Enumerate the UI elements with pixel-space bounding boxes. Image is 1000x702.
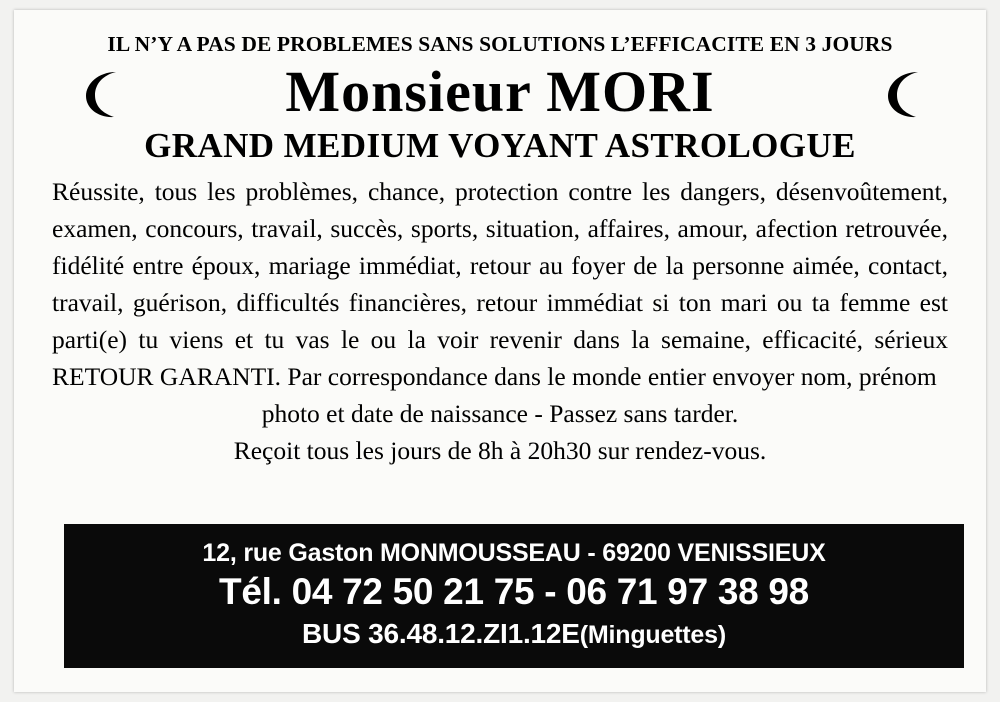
contact-band [64, 524, 964, 668]
crescent-moon-icon [874, 67, 928, 121]
name-row [50, 59, 950, 125]
bus-line [64, 616, 964, 653]
tagline: IL N’Y A PAS DE PROBLEMES SANS SOLUTIONS L’EFFICACITE EN 3 JOURS [107, 32, 893, 56]
body-line-photo: photo et date de naissance - Passez sans tarder. [261, 399, 739, 428]
address-line: 12, rue Gaston MONMOUSSEAU - 69200 VENISSIEUX [202, 539, 826, 567]
phone-line: Tél. 04 72 50 21 75 - 06 71 97 38 98 [219, 571, 809, 612]
crescent-moon-icon [72, 67, 126, 121]
bus-area: (Minguettes) [579, 621, 726, 649]
subtitle: GRAND MEDIUM VOYANT ASTROLOGUE [144, 126, 856, 165]
bus-routes: BUS 36.48.12.ZI1.12E [302, 618, 580, 649]
flyer-content [50, 32, 950, 469]
flyer-card [14, 10, 986, 692]
page-title: Monsieur MORI [285, 59, 715, 124]
body-paragraph: Réussite, tous les problèmes, chance, protection contre les dangers, désenvoûtement, examen, concours, travail, succès, sports, situation, affaires, amour, afection retrouvée, fidélité entre époux, mariage immédiat, retour au foyer de la personne aimée, contact, travail, guérison, difficultés financières, retour immédiat si ton mari ou ta femme est parti(e) tu viens et tu vas le ou la voir revenir dans la semaine, efficacité, sérieux RETOUR GARANTI. Par correspondance dans le monde entier envoyer nom, prénom [52, 177, 948, 391]
hours-line: Reçoit tous les jours de 8h à 20h30 sur rendez-vous. [233, 436, 767, 465]
